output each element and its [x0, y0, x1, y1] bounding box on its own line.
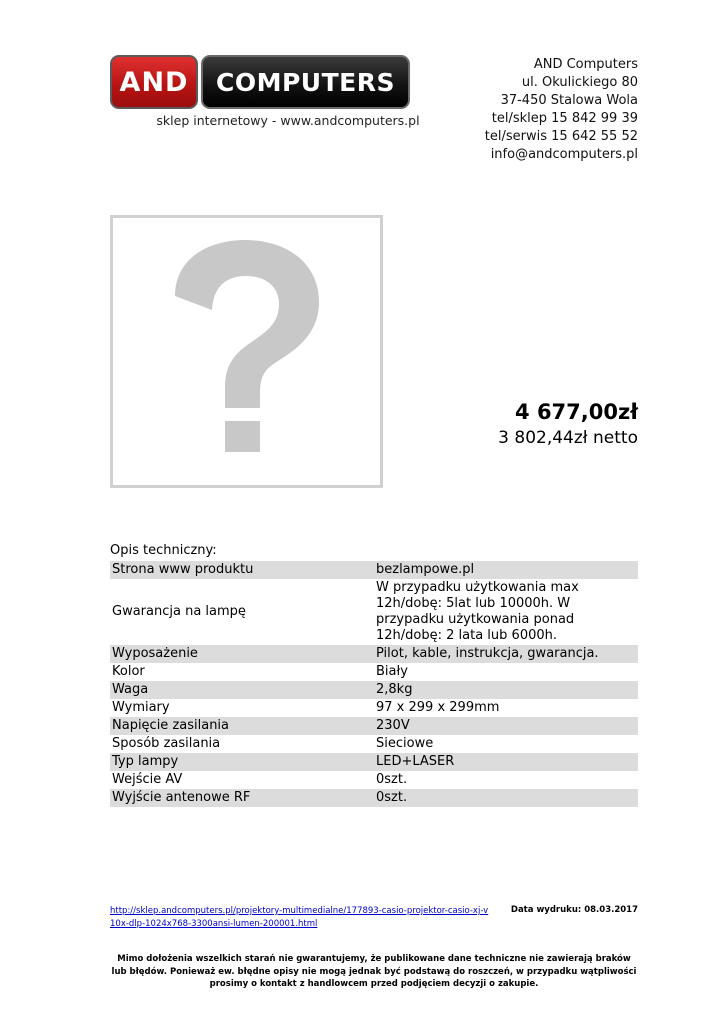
spec-value: 0szt.	[376, 772, 408, 787]
spec-key: Wejście AV	[112, 772, 183, 787]
spec-key: Strona www produktu	[110, 561, 374, 579]
table-row	[110, 699, 638, 717]
spec-table	[110, 561, 638, 807]
spec-value: W przypadku użytkowania max 12h/dobę: 5lat lub 10000h. W przypadku użytkowania ponad 12h/dobę: 2 lata lub 6000h.	[376, 580, 579, 643]
spec-key: Napięcie zasilania	[110, 717, 374, 735]
address-line: info@andcomputers.pl	[490, 147, 638, 162]
spec-key: Wyjście antenowe RF	[110, 789, 374, 807]
spec-value: Sieciowe	[376, 736, 434, 751]
spec-key: Sposób zasilania	[112, 736, 221, 751]
product-image-placeholder	[110, 215, 383, 488]
spec-value: 97 x 299 x 299mm	[376, 700, 500, 715]
store-logo-block	[110, 55, 420, 128]
price-net: 3 802,44zł netto	[498, 428, 638, 448]
spec-value: 230V	[374, 717, 638, 735]
spec-value: 0szt.	[374, 789, 638, 807]
table-row	[110, 735, 638, 753]
spec-value: 2,8kg	[374, 681, 638, 699]
spec-key: Kolor	[112, 664, 145, 679]
spec-key: Wyposażenie	[110, 645, 374, 663]
table-row	[110, 561, 638, 579]
address-line: AND Computers	[533, 57, 638, 72]
address-line: 37-450 Stalowa Wola	[500, 93, 638, 108]
logo-computers-part: COMPUTERS	[201, 55, 410, 109]
table-row	[110, 579, 638, 645]
disclaimer-text: Mimo dołożenia wszelkich starań nie gwarantujemy, że publikowane dane techniczne nie zawierają braków lub błędów. Ponieważ ew. błędne opisy nie mogą jednak być podstawą do roszczeń, w przypadku wątpliwości prosimy o kontakt z handlowcem przed podjęciem decyzji o zakupie.	[111, 954, 637, 989]
table-row	[110, 771, 638, 789]
table-row	[110, 717, 638, 735]
spec-key: Wymiary	[112, 700, 170, 715]
spec-value: Pilot, kable, instrukcja, gwarancja.	[374, 645, 638, 663]
table-row	[110, 789, 638, 807]
print-date: Data wydruku: 08.03.2017	[510, 905, 638, 915]
spec-value: Biały	[376, 664, 408, 679]
table-row	[110, 753, 638, 771]
spec-value: LED+LASER	[374, 753, 638, 771]
store-address	[485, 56, 638, 164]
product-url-link[interactable]: http://sklep.andcomputers.pl/projektory-multimedialne/177893-casio-projektor-casio-xj-v10x-dlp-1024x768-3300ansi-lumen-200001.html	[110, 906, 489, 929]
table-row	[110, 681, 638, 699]
spec-key: Typ lampy	[110, 753, 374, 771]
store-tagline: sklep internetowy - www.andcomputers.pl	[156, 113, 420, 128]
address-line: tel/sklep 15 842 99 39	[491, 111, 638, 126]
table-row	[110, 663, 638, 681]
table-row	[110, 645, 638, 663]
question-mark-placeholder-icon	[113, 218, 380, 485]
store-logo	[110, 55, 410, 110]
address-line: ul. Okulickiego 80	[521, 75, 638, 90]
address-line: tel/serwis 15 642 55 52	[484, 129, 638, 144]
spec-key: Gwarancja na lampę	[112, 604, 246, 619]
price-gross: 4 677,00zł	[515, 400, 638, 424]
spec-title: Opis techniczny:	[110, 543, 217, 558]
spec-key: Waga	[110, 681, 374, 699]
price-block	[498, 398, 638, 450]
spec-value: bezlampowe.pl	[374, 561, 638, 579]
logo-and-part: AND	[110, 55, 198, 109]
